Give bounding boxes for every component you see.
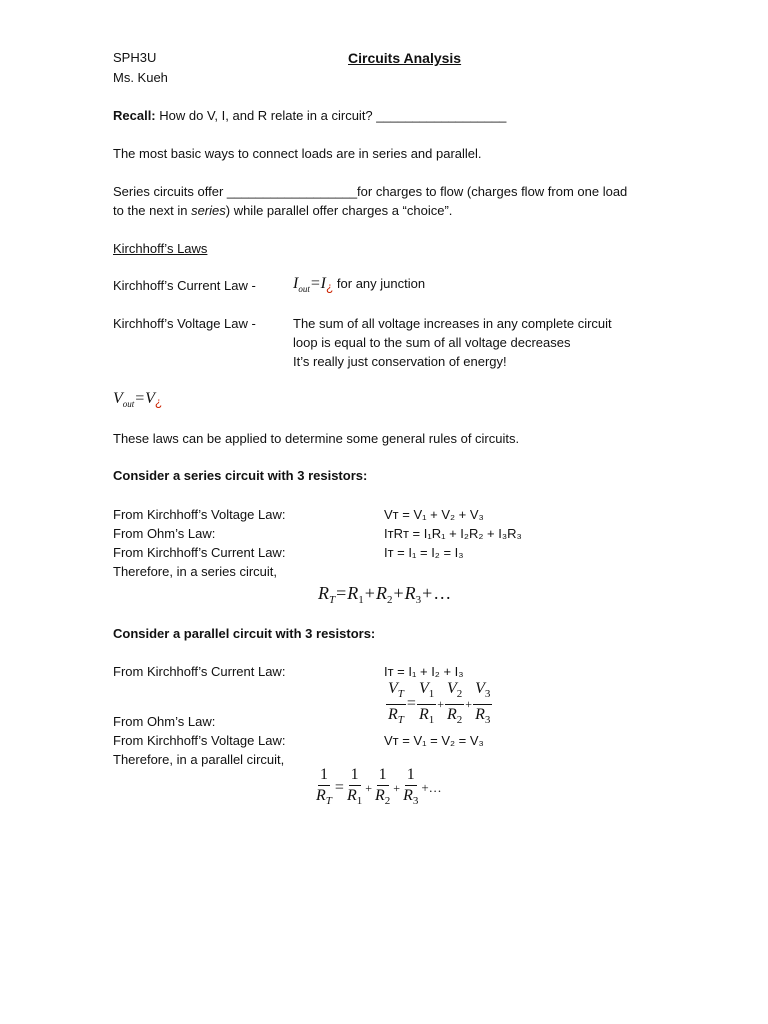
eq-operator: + (364, 583, 375, 603)
eq-operator: + (422, 583, 433, 603)
kcl-eq-rhs: =I (309, 275, 326, 292)
page-title: Circuits Analysis (348, 50, 462, 66)
fraction: $\frac{1}{R_1}$ (346, 766, 363, 807)
kvl-label: Kirchhoff’s Voltage Law - (113, 316, 256, 331)
series-result-equation (318, 582, 451, 611)
eq-subscript: 3 (415, 594, 422, 606)
course-code: SPH3U (113, 50, 157, 65)
kirchhoff-heading: Kirchhoff’s Laws (113, 241, 208, 256)
series-row-left: From Kirchhoff’s Voltage Law: (113, 507, 286, 522)
vout-sub: out (122, 399, 135, 409)
teacher-name: Ms. Kueh (113, 70, 168, 85)
kcl-label: Kirchhoff’s Current Law - (113, 278, 256, 293)
series-row-right: Iᴛ = I₁ = I₂ = I₃ (384, 545, 464, 560)
eq-operator: + (393, 583, 404, 603)
eq-operator: = (336, 583, 347, 603)
parallel-kvl-left: From Kirchhoff’s Voltage Law: (113, 733, 286, 748)
eq-operator: + (393, 780, 401, 795)
kcl-eq-var: I (293, 275, 299, 292)
recall-line (113, 108, 506, 124)
laws-applied-text: These laws can be applied to determine some general rules of circuits. (113, 431, 520, 446)
eq-operator: + (437, 697, 444, 712)
eq-subscript: 2 (386, 594, 393, 606)
series-row-left: From Ohm’s Law: (113, 526, 216, 541)
kvl-line1: The sum of all voltage increases in any complete circuit (293, 316, 612, 331)
kcl-eq-glyph: ¿ (325, 280, 334, 294)
series-offer-line1: Series circuits offer __________________for charges to flow (charges flow from one load (113, 184, 628, 199)
eq-ellipsis: … (433, 583, 452, 603)
parallel-ohm-equation (386, 680, 492, 729)
eq-operator: = (334, 778, 344, 796)
recall-text: How do V, I, and R relate in a circuit? __________________ (155, 108, 507, 123)
fraction: $\frac{V_T}{R_T}$ (388, 680, 404, 726)
vout-rhs: =V (134, 390, 155, 407)
series-heading: Consider a series circuit with 3 resistors: (113, 468, 368, 483)
series-row-right: IᴛRᴛ = I₁R₁ + I₂R₂ + I₃R₃ (384, 526, 522, 541)
vout-glyph: ¿ (154, 395, 163, 409)
series-row-left: Therefore, in a series circuit, (113, 564, 278, 579)
kvl-line2: loop is equal to the sum of all voltage decreases (293, 335, 571, 350)
series-offer-line2 (113, 203, 452, 219)
fraction: $\frac{V_2}{R_2}$ (447, 680, 463, 726)
eq-operator: + (365, 780, 372, 795)
recall-label: Recall: (113, 108, 156, 123)
series-offer-italic: series (191, 203, 226, 218)
fraction: $\frac{1}{R_T}$ (316, 766, 332, 807)
parallel-ohm-left: From Ohm’s Law: (113, 714, 216, 729)
parallel-therefore: Therefore, in a parallel circuit, (113, 752, 285, 767)
fraction: $\frac{V_1}{R_1}$ (418, 680, 435, 726)
parallel-kcl-left: From Kirchhoff’s Current Law: (113, 664, 286, 679)
eq-operator: + (465, 697, 473, 712)
fraction: $\frac{V_3}{R_3}$ (475, 680, 491, 726)
series-offer-text-a: to the next in (113, 203, 192, 218)
kcl-eq-sub: out (298, 284, 310, 294)
vout-var: V (113, 390, 123, 407)
kcl-text: for any junction (333, 276, 426, 291)
parallel-result-equation (314, 766, 443, 810)
eq-symbol: R (318, 583, 329, 603)
kvl-line3: It’s really just conservation of energy! (293, 354, 507, 369)
eq-ellipsis: +… (421, 779, 442, 795)
eq-symbol: R (347, 583, 359, 603)
basic-ways-text: The most basic ways to connect loads are in series and parallel. (113, 146, 482, 161)
eq-subscript: 1 (358, 594, 364, 606)
eq-operator: = (406, 695, 416, 713)
parallel-heading: Consider a parallel circuit with 3 resistors: (113, 626, 376, 641)
vout-equation (113, 391, 162, 412)
fraction: $\frac{1}{R_2}$ (375, 766, 391, 807)
eq-subscript: T (329, 594, 336, 606)
fraction: $\frac{1}{R_3}$ (403, 766, 419, 807)
eq-symbol: R (375, 583, 387, 603)
series-offer-text-b: ) while parallel offer charges a “choice”. (225, 203, 453, 218)
parallel-kcl-right: Iᴛ = I₁ + I₂ + I₃ (384, 664, 464, 679)
series-row-right: Vᴛ = V₁ + V₂ + V₃ (384, 507, 484, 522)
kcl-equation (293, 276, 425, 297)
eq-symbol: R (404, 583, 416, 603)
series-row-left: From Kirchhoff’s Current Law: (113, 545, 286, 560)
parallel-kvl-right: Vᴛ = V₁ = V₂ = V₃ (384, 733, 484, 748)
